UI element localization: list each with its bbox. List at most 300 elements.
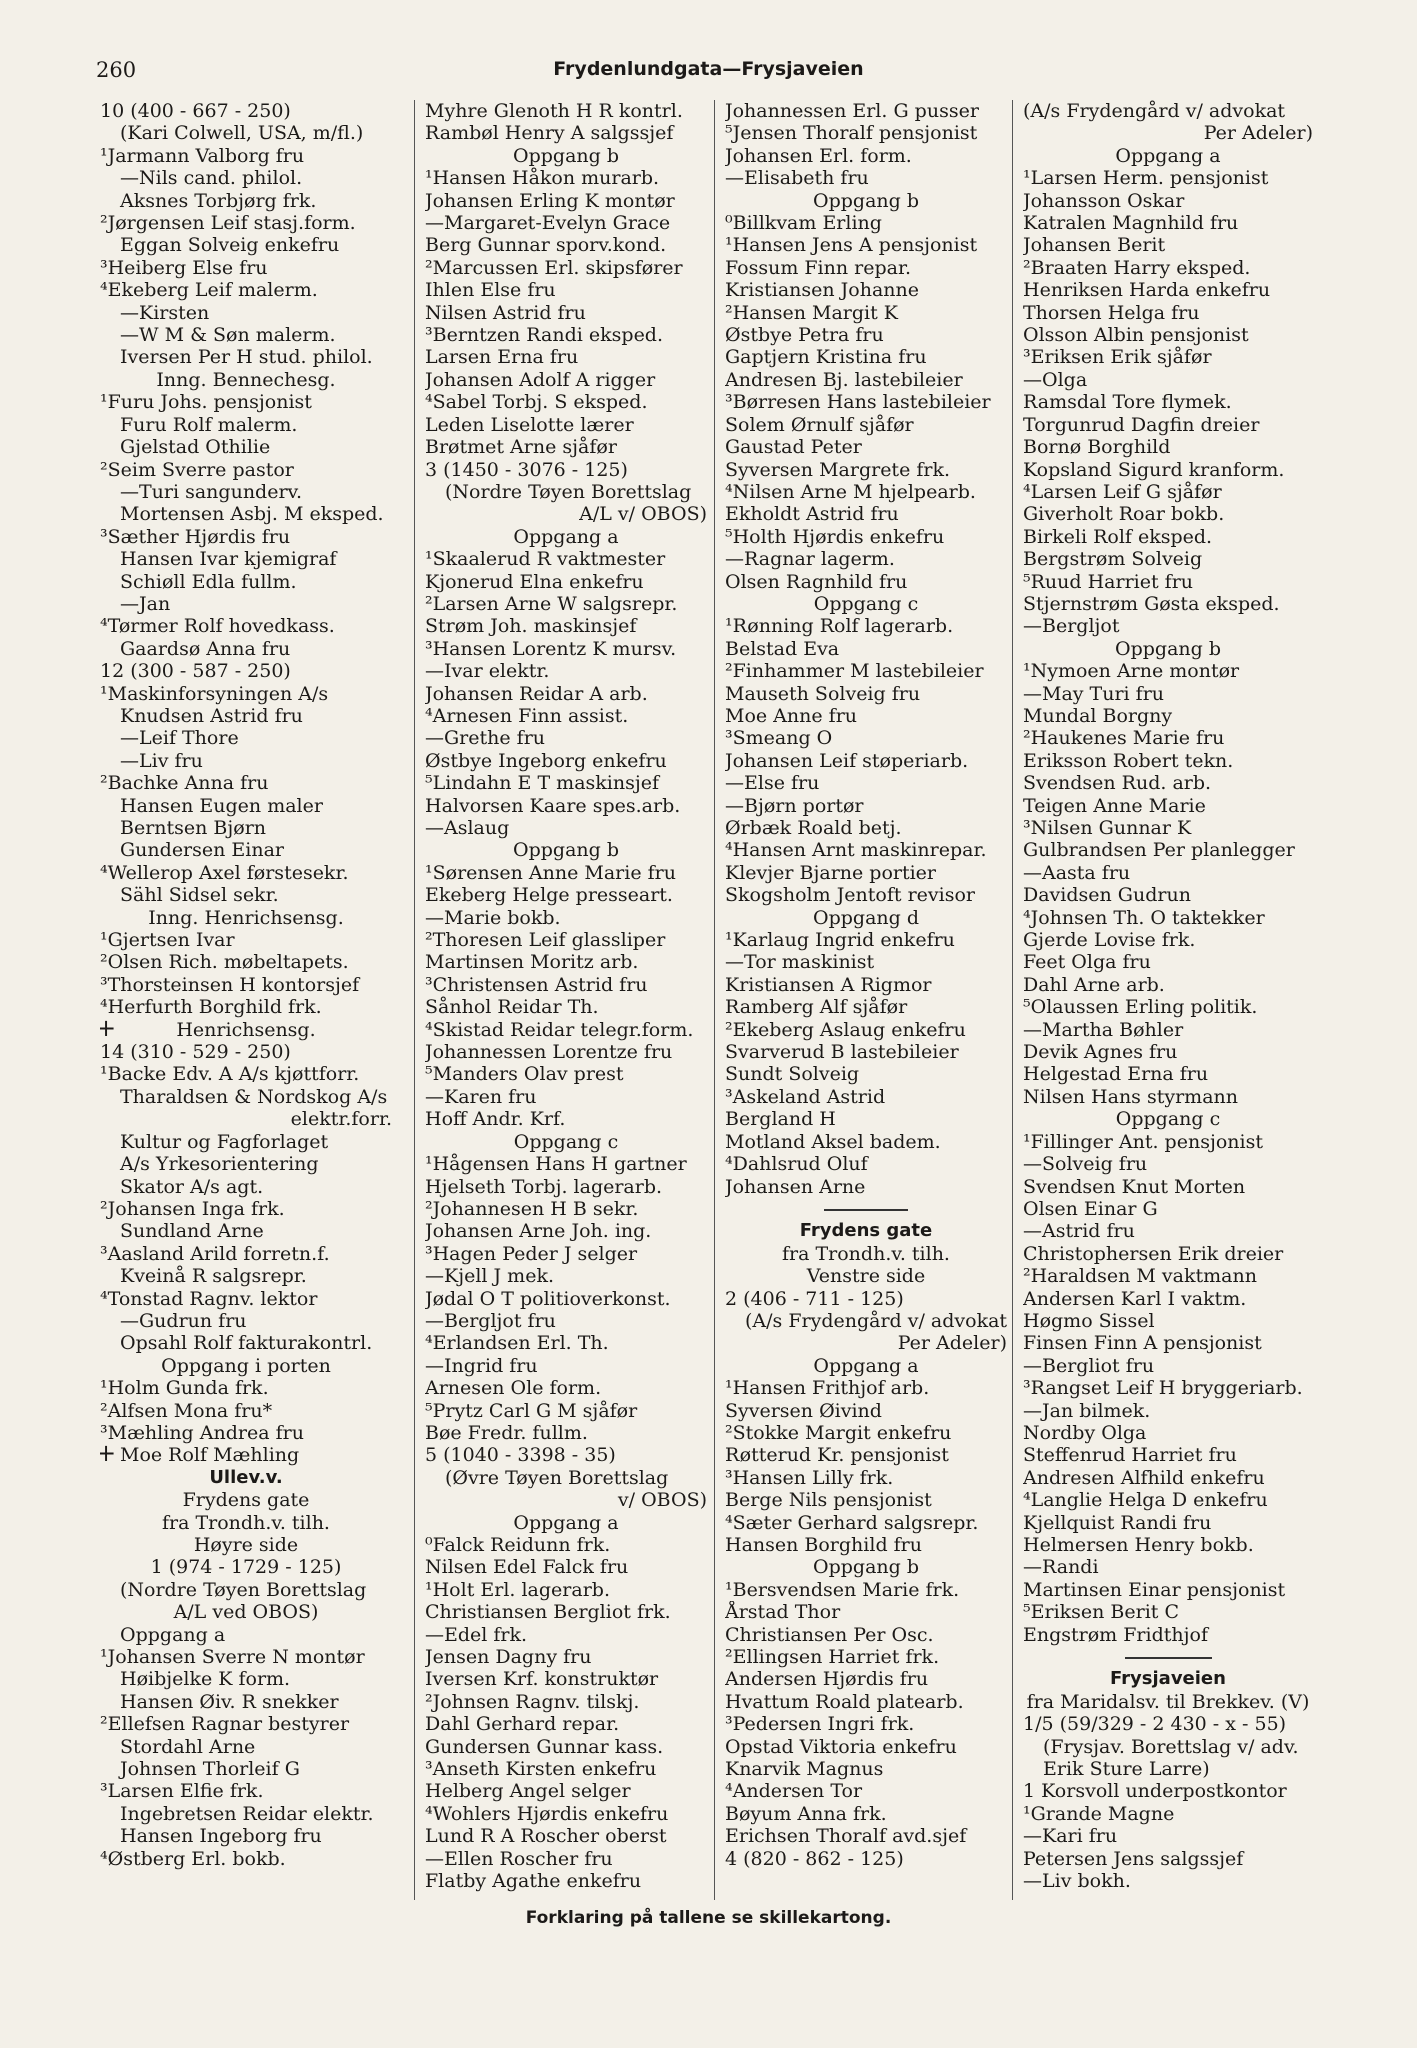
- directory-line: ²Braaten Harry eksped.: [1023, 256, 1251, 279]
- directory-line: —Ivar elektr.: [425, 660, 550, 683]
- directory-line: Oppgang b: [513, 144, 619, 167]
- directory-line: Oppgang b: [1115, 637, 1221, 660]
- directory-line: ¹Rønning Rolf lagerarb.: [725, 615, 954, 638]
- directory-line: Opstad Viktoria enkefru: [725, 1735, 957, 1758]
- section-rule: [725, 1198, 1007, 1220]
- directory-line: Brøtmet Arne sjåfør: [425, 436, 617, 459]
- directory-line: —Aslaug: [425, 817, 510, 839]
- directory-line: Belstad Eva: [725, 637, 840, 660]
- directory-line: Johnsen Thorleif G: [120, 1758, 300, 1781]
- directory-line: ³Eriksen Erik sjåfør: [1023, 346, 1212, 369]
- directory-line: Erik Sture Larre): [1043, 1758, 1210, 1781]
- directory-line: Oppgang b: [513, 839, 619, 862]
- directory-line: Johansen Erl. form.: [725, 144, 912, 167]
- directory-line: Johansen Berit: [1023, 234, 1166, 257]
- directory-line: Inng. Henrichsensg.: [148, 906, 344, 929]
- directory-line: Steffenrud Harriet fru: [1023, 1444, 1237, 1467]
- directory-line: ⁴Arnesen Finn assist.: [425, 704, 629, 727]
- directory-line: Iversen Krf. konstruktør: [425, 1668, 659, 1691]
- directory-line: Svarverud B lastebileier: [725, 1041, 959, 1064]
- directory-line: Hansen Borghild fru: [725, 1533, 922, 1556]
- directory-line: Johansen Reidar A arb.: [425, 682, 648, 705]
- directory-line: Helberg Angel selger: [425, 1780, 631, 1803]
- directory-line: Hansen Ingeborg fru: [120, 1825, 322, 1848]
- directory-line: Berge Nils pensjonist: [725, 1489, 932, 1512]
- directory-line: Kjonerud Elna enkefru: [425, 570, 644, 593]
- directory-line: Mundal Borgny: [1023, 704, 1173, 727]
- directory-line: Ramberg Alf sjåfør: [725, 996, 908, 1019]
- directory-line: ⁵Eriksen Berit C: [1023, 1601, 1180, 1624]
- directory-line: —Kari fru: [1023, 1825, 1118, 1848]
- directory-line: Oppgang c: [813, 592, 919, 615]
- directory-line: Davidsen Gudrun: [1023, 884, 1191, 907]
- directory-line: ⁵Lindahn E T maskinsjef: [425, 772, 660, 795]
- directory-line: —Leif Thore: [120, 727, 239, 750]
- directory-line: Gundersen Gunnar kass.: [425, 1735, 664, 1758]
- directory-line: Gaustad Peter: [725, 436, 862, 459]
- directory-line: Lund R A Roscher oberst: [425, 1825, 667, 1848]
- directory-line: 1 (974 - 1729 - 125): [150, 1556, 342, 1579]
- directory-line: Johannessen Lorentze fru: [425, 1041, 673, 1064]
- directory-line: —Kirsten: [120, 301, 210, 324]
- directory-line: ⁵Ruud Harriet fru: [1023, 570, 1194, 593]
- directory-line: ⁴Tørmer Rolf hovedkass.: [100, 615, 335, 638]
- directory-line: Høibjelke K form.: [120, 1668, 291, 1691]
- directory-line: ¹Grande Magne: [1023, 1802, 1175, 1825]
- directory-line: Andresen Alfhild enkefru: [1023, 1466, 1265, 1489]
- directory-line: ⁴Hansen Arnt maskinrepar.: [725, 839, 987, 862]
- directory-line: Sundt Solveig: [725, 1063, 860, 1086]
- directory-line: —May Turi fru: [1023, 682, 1165, 705]
- directory-line: Andersen Hjørdis fru: [725, 1668, 929, 1691]
- directory-line: ⁴Sabel Torbj. S eksped.: [425, 391, 648, 414]
- section-rule: [1023, 1646, 1313, 1668]
- directory-line: Devik Agnes fru: [1023, 1041, 1178, 1064]
- directory-line: Bergland H: [725, 1108, 836, 1131]
- directory-line: —Liv bokh.: [1023, 1870, 1131, 1893]
- directory-line: Skogsholm Jentoft revisor: [725, 884, 975, 907]
- directory-line: Kristiansen Johanne: [725, 279, 919, 302]
- directory-line: Halvorsen Kaare spes.arb.: [425, 794, 681, 817]
- directory-columns: [100, 100, 1313, 1900]
- directory-line: Fossum Finn repar.: [725, 256, 912, 279]
- directory-line: ⁵Olaussen Erling politik.: [1023, 996, 1258, 1019]
- directory-line: (Kari Colwell, USA, m/fl.): [120, 122, 364, 145]
- directory-line: ³Smeang O: [725, 727, 833, 750]
- street-heading: Frysjaveien: [1110, 1668, 1226, 1690]
- directory-line: 1 Korsvoll underpostkontor: [1023, 1780, 1287, 1803]
- directory-line: Kristiansen A Rigmor: [725, 973, 932, 996]
- directory-line: ¹Backe Edv. A A/s kjøttforr.: [100, 1063, 360, 1086]
- directory-line: ³Berntzen Randi eksped.: [425, 324, 664, 347]
- directory-line: A/L v/ OBOS): [579, 503, 707, 526]
- directory-line: ²Marcussen Erl. skipsfører: [425, 256, 683, 279]
- directory-line: Mauseth Solveig fru: [725, 682, 921, 705]
- directory-line: A/s Yrkesorientering: [120, 1153, 319, 1176]
- directory-line: ³Anseth Kirsten enkefru: [425, 1758, 657, 1781]
- directory-line: ²Olsen Rich. møbeltapets.: [100, 951, 349, 974]
- directory-line: (A/s Frydengård v/ advokat: [745, 1309, 1007, 1332]
- directory-line: ¹Nymoen Arne montør: [1023, 660, 1240, 683]
- directory-line: ⁴Sæter Gerhard salgsrepr.: [725, 1511, 979, 1534]
- directory-line: —Ingrid fru: [425, 1354, 538, 1377]
- directory-line: Petersen Jens salgssjef: [1023, 1847, 1244, 1870]
- directory-line: ¹Johansen Sverre N montør: [100, 1646, 365, 1669]
- directory-line: —W M & Søn malerm.: [120, 324, 336, 347]
- directory-line: ⁵Manders Olav prest: [425, 1063, 624, 1086]
- directory-line: ²Johannesen H B sekr.: [425, 1197, 639, 1220]
- directory-line: Finsen Finn A pensjonist: [1023, 1332, 1262, 1355]
- directory-line: Martinsen Moritz arb.: [425, 951, 639, 974]
- directory-line: ²Bachke Anna fru: [100, 772, 269, 795]
- directory-line: ³Nilsen Gunnar K: [1023, 817, 1192, 839]
- directory-line: ²Hansen Margit K: [725, 301, 898, 324]
- directory-line: 5 (1040 - 3398 - 35): [425, 1444, 616, 1467]
- directory-line: Ihlen Else fru: [425, 279, 556, 302]
- directory-line: ³Pedersen Ingri frk.: [725, 1713, 915, 1736]
- directory-line: Johansen Erling K montør: [425, 189, 675, 212]
- directory-line: Johansen Adolf A rigger: [425, 368, 656, 391]
- directory-line: 12 (300 - 587 - 250): [100, 660, 291, 683]
- directory-line: ³Larsen Elfie frk.: [100, 1780, 264, 1803]
- directory-line: (Nordre Tøyen Borettslag: [445, 480, 692, 503]
- directory-line: Sähl Sidsel sekr.: [120, 884, 279, 907]
- directory-line: ³Hansen Lilly frk.: [725, 1466, 894, 1489]
- directory-line: Schiøll Edla fullm.: [120, 570, 297, 593]
- directory-line: (Frysjav. Borettslag v/ adv.: [1043, 1735, 1299, 1758]
- directory-line: Christophersen Erik dreier: [1023, 1242, 1284, 1265]
- directory-line: ⁰Falck Reidunn frk.: [425, 1534, 611, 1556]
- directory-line: —Grethe fru: [425, 727, 546, 750]
- directory-line: Martinsen Einar pensjonist: [1023, 1578, 1286, 1601]
- directory-line: Rambøl Henry A salgssjef: [425, 122, 674, 145]
- directory-line: + Moe Rolf Mæhling: [100, 1444, 392, 1466]
- directory-line: Nordby Olga: [1023, 1421, 1147, 1444]
- directory-line: —Martha Bøhler: [1023, 1018, 1184, 1041]
- directory-line: —Bjørn portør: [725, 794, 864, 817]
- directory-line: Dahl Arne arb.: [1023, 973, 1165, 996]
- directory-line: ⁵Holth Hjørdis enkefru: [725, 525, 945, 548]
- directory-line: Oppgang b: [813, 1556, 919, 1579]
- directory-line: —Bergliot fru: [1023, 1354, 1155, 1377]
- directory-line: Oppgang a: [813, 1354, 919, 1377]
- directory-line: Østbye Petra fru: [725, 324, 884, 347]
- directory-line: Hansen Eugen maler: [120, 794, 323, 817]
- directory-line: Jensen Dagny fru: [425, 1646, 592, 1669]
- directory-line: ⁴Herfurth Borghild frk.: [100, 996, 322, 1019]
- directory-column-1: [100, 100, 392, 1900]
- directory-line: Strøm Joh. maskinsjef: [425, 615, 637, 638]
- directory-line: Stjernstrøm Gøsta eksped.: [1023, 592, 1280, 615]
- directory-line: Ingebretsen Reidar elektr.: [120, 1802, 374, 1825]
- directory-line: Engstrøm Fridthjof: [1023, 1623, 1208, 1646]
- directory-line: elektr.forr.: [290, 1108, 392, 1131]
- directory-line: Moe Anne fru: [725, 704, 858, 727]
- directory-line: Eriksson Robert tekn.: [1023, 749, 1234, 772]
- directory-line: ¹Fillinger Ant. pensjonist: [1023, 1130, 1263, 1153]
- directory-line: ⁴Skistad Reidar telegr.form.: [425, 1018, 694, 1041]
- directory-line: —Edel frk.: [425, 1623, 528, 1646]
- directory-line: Oppgang b: [813, 189, 919, 212]
- directory-line: ³Christensen Astrid fru: [425, 973, 648, 996]
- directory-line: Johansen Arne: [725, 1175, 866, 1198]
- directory-line: Hvattum Roald platearb.: [725, 1690, 964, 1713]
- directory-line: Oppgang c: [1115, 1108, 1221, 1131]
- directory-line: —Kjell J mek.: [425, 1265, 554, 1288]
- directory-line: Oppgang a: [513, 525, 619, 548]
- directory-line: Iversen Per H stud. philol.: [120, 346, 373, 369]
- directory-line: Oppgang c: [513, 1130, 619, 1153]
- directory-line: ⁴Nilsen Arne M hjelpearb.: [725, 480, 976, 503]
- directory-line: ¹Hansen Håkon murarb.: [425, 167, 660, 190]
- directory-line: —Astrid fru: [1023, 1220, 1135, 1243]
- directory-line: Andersen Karl I vaktm.: [1023, 1287, 1247, 1310]
- directory-line: —Bergljot fru: [425, 1309, 556, 1332]
- directory-line: Hoff Andr. Krf.: [425, 1108, 566, 1131]
- directory-line: ²Johansen Inga frk.: [100, 1197, 285, 1220]
- directory-line: ⁰Billkvam Erling: [725, 212, 882, 235]
- directory-line: ²Ekeberg Aslaug enkefru: [725, 1018, 966, 1041]
- directory-line: Frydens gate: [182, 1489, 310, 1512]
- directory-line: Bornø Borghild: [1023, 436, 1171, 459]
- directory-line: Berntsen Bjørn: [120, 817, 267, 839]
- directory-line: ¹Hågensen Hans H gartner: [425, 1153, 687, 1176]
- directory-line: ²Haraldsen M vaktmann: [1023, 1265, 1257, 1288]
- directory-line: —Jan bilmek.: [1023, 1399, 1151, 1422]
- directory-line: fra Trondh.v. tilh.: [782, 1242, 950, 1265]
- directory-line: Larsen Erna fru: [425, 346, 579, 369]
- directory-line: + Henrichsensg.: [100, 1019, 392, 1041]
- directory-line: 4 (820 - 862 - 125): [725, 1847, 904, 1870]
- directory-line: Teigen Anne Marie: [1023, 794, 1206, 817]
- directory-line: —Nils cand. philol.: [120, 167, 303, 190]
- directory-line: Oppgang a: [120, 1623, 226, 1646]
- directory-line: Inng. Bennechesg.: [156, 368, 336, 391]
- directory-line: ²Thoresen Leif glassliper: [425, 929, 666, 952]
- directory-line: Oppgang a: [1115, 144, 1221, 167]
- directory-line: Ørbæk Roald betj.: [725, 817, 902, 839]
- directory-line: Flatby Agathe enkefru: [425, 1870, 642, 1893]
- directory-line: —Marie bokb.: [425, 906, 561, 929]
- directory-line: Christiansen Per Osc.: [725, 1623, 934, 1646]
- directory-line: v/ OBOS): [617, 1489, 707, 1512]
- directory-line: ³Mæhling Andrea fru: [100, 1421, 304, 1444]
- directory-line: Helmersen Henry bokb.: [1023, 1534, 1254, 1556]
- directory-line: —Karen fru: [425, 1085, 537, 1108]
- directory-line: ³Børresen Hans lastebileier: [725, 391, 991, 414]
- directory-line: Østbye Ingeborg enkefru: [425, 749, 667, 772]
- running-title: Frydenlundgata—Frysjaveien: [553, 58, 864, 80]
- directory-line: ¹Maskinforsyningen A/s: [100, 682, 329, 705]
- directory-line: —Liv fru: [120, 749, 203, 772]
- directory-line: ⁴Ekeberg Leif malerm.: [100, 279, 318, 302]
- directory-line: ⁴Andersen Tor: [725, 1780, 863, 1803]
- directory-line: ²Johnsen Ragnv. tilskj.: [425, 1690, 640, 1713]
- directory-line: (A/s Frydengård v/ advokat: [1023, 100, 1286, 122]
- directory-line: ¹Furu Johs. pensjonist: [100, 391, 312, 414]
- directory-line: Bøyum Anna frk.: [725, 1802, 887, 1825]
- directory-line: Aksnes Torbjørg frk.: [120, 189, 317, 212]
- directory-line: Ekeberg Helge presseart.: [425, 884, 673, 907]
- directory-line: Olsen Einar G: [1023, 1197, 1158, 1220]
- directory-line: Bøe Fredr. fullm.: [425, 1421, 588, 1444]
- directory-line: Knudsen Astrid fru: [120, 704, 303, 727]
- directory-line: ¹Larsen Herm. pensjonist: [1023, 167, 1269, 190]
- directory-line: Andresen Bj. lastebileier: [725, 368, 963, 391]
- directory-line: Gjelstad Othilie: [120, 436, 271, 459]
- directory-line: (Nordre Tøyen Borettslag: [120, 1578, 367, 1601]
- directory-line: Høyre side: [193, 1534, 299, 1556]
- street-heading: Frydens gate: [799, 1220, 933, 1242]
- directory-line: —Tor maskinist: [725, 951, 875, 974]
- directory-line: Høgmo Sissel: [1023, 1309, 1155, 1332]
- directory-line: Gjerde Lovise frk.: [1023, 929, 1196, 952]
- directory-line: Christiansen Bergliot frk.: [425, 1601, 671, 1624]
- directory-line: Johannessen Erl. G pusser: [725, 100, 979, 122]
- directory-line: fra Maridalsv. til Brekkev. (V): [1026, 1690, 1310, 1713]
- directory-line: Hansen Øiv. R snekker: [120, 1690, 339, 1713]
- directory-line: Per Adeler): [897, 1332, 1007, 1355]
- directory-line: —Turi sangunderv.: [120, 480, 303, 503]
- directory-line: Gundersen Einar: [120, 839, 285, 862]
- directory-line: ²Finhammer M lastebileier: [725, 660, 984, 683]
- directory-line: Henriksen Harda enkefru: [1023, 279, 1271, 302]
- directory-line: Johansson Oskar: [1023, 189, 1185, 212]
- directory-line: Feet Olga fru: [1023, 951, 1151, 974]
- directory-line: ³Hagen Peder J selger: [425, 1242, 638, 1265]
- directory-line: 1/5 (59/329 - 2 430 - x - 55): [1023, 1713, 1287, 1736]
- directory-line: —Else fru: [725, 772, 820, 795]
- directory-line: ³Askeland Astrid: [725, 1085, 886, 1108]
- directory-line: Årstad Thor: [725, 1601, 841, 1624]
- directory-line: Syversen Margrete frk.: [725, 458, 951, 481]
- directory-line: —Aasta fru: [1023, 861, 1131, 884]
- directory-line: ²Alfsen Mona fru*: [100, 1399, 273, 1422]
- directory-line: fra Trondh.v. tilh.: [162, 1511, 330, 1534]
- directory-line: Klevjer Bjarne portier: [725, 861, 937, 884]
- directory-line: —Olga: [1023, 368, 1088, 391]
- directory-line: Erichsen Thoralf avd.sjef: [725, 1825, 967, 1848]
- directory-line: ³Rangset Leif H bryggeriarb.: [1023, 1377, 1303, 1400]
- directory-line: Ekholdt Astrid fru: [725, 503, 899, 526]
- directory-line: —Ellen Roscher fru: [425, 1847, 613, 1870]
- directory-line: ³Thorsteinsen H kontorsjef: [100, 973, 360, 996]
- directory-line: Kveinå R salgsrepr.: [120, 1265, 307, 1288]
- directory-line: Kultur og Fagforlaget: [120, 1130, 329, 1153]
- directory-line: —Jan: [120, 592, 171, 615]
- directory-line: 3 (1450 - 3076 - 125): [425, 458, 628, 481]
- directory-line: Hansen Ivar kjemigraf: [120, 548, 337, 571]
- directory-line: Sundland Arne: [120, 1220, 264, 1243]
- directory-line: ⁴Larsen Leif G sjåfør: [1023, 480, 1222, 503]
- directory-line: Berg Gunnar sporv.kond.: [425, 234, 667, 257]
- directory-line: Olsson Albin pensjonist: [1023, 324, 1249, 347]
- directory-line: ⁴Østberg Erl. bokb.: [100, 1847, 286, 1870]
- directory-line: ¹Jarmann Valborg fru: [100, 144, 305, 167]
- directory-line: Myhre Glenoth H R kontrl.: [425, 100, 683, 122]
- directory-line: Venstre side: [806, 1265, 926, 1288]
- directory-line: —Solveig fru: [1023, 1153, 1148, 1176]
- directory-line: ¹Hansen Frithjof arb.: [725, 1377, 930, 1400]
- directory-line: ²Jørgensen Leif stasj.form.: [100, 212, 356, 235]
- directory-line: ²Larsen Arne W salgsrepr.: [425, 592, 678, 615]
- directory-line: Helgestad Erna fru: [1023, 1063, 1209, 1086]
- directory-column-4: [1012, 100, 1313, 1900]
- directory-line: Oppgang i porten: [161, 1354, 331, 1377]
- directory-line: Gulbrandsen Per planlegger: [1023, 839, 1295, 862]
- directory-line: ⁴Dahlsrud Oluf: [725, 1153, 868, 1176]
- directory-line: Birkeli Rolf eksped.: [1023, 525, 1213, 548]
- directory-line: (Øvre Tøyen Borettslag: [445, 1466, 669, 1489]
- directory-line: Gaptjern Kristina fru: [725, 346, 927, 369]
- directory-line: ³Sæther Hjørdis fru: [100, 525, 291, 548]
- directory-line: ⁵Prytz Carl G M sjåfør: [425, 1399, 638, 1422]
- directory-line: ²Stokke Margit enkefru: [725, 1421, 952, 1444]
- footer-note: Forklaring på tallene se skillekartong.: [525, 1908, 892, 1928]
- directory-line: ¹Sørensen Anne Marie fru: [425, 861, 676, 884]
- directory-line: Ramsdal Tore flymek.: [1023, 391, 1232, 414]
- directory-line: ¹Bersvendsen Marie frk.: [725, 1578, 960, 1601]
- page-header: [96, 58, 1321, 88]
- directory-line: Syversen Øivind: [725, 1399, 882, 1422]
- directory-line: ³Aasland Arild forretn.f.: [100, 1242, 330, 1265]
- directory-line: ²Haukenes Marie fru: [1023, 727, 1225, 750]
- directory-line: Svendsen Knut Morten: [1023, 1175, 1246, 1198]
- directory-line: 14 (310 - 529 - 250): [100, 1041, 291, 1064]
- directory-line: ⁴Erlandsen Erl. Th.: [425, 1332, 609, 1355]
- directory-line: Dahl Gerhard repar.: [425, 1713, 620, 1736]
- directory-line: —Bergljot: [1023, 615, 1120, 638]
- directory-line: Nilsen Astrid fru: [425, 301, 586, 324]
- directory-line: Kopsland Sigurd kranform.: [1023, 458, 1285, 481]
- directory-line: Opsahl Rolf fakturakontrl.: [120, 1332, 373, 1355]
- directory-line: ¹Gjertsen Ivar: [100, 929, 235, 952]
- directory-line: Jødal O T politioverkonst.: [425, 1287, 671, 1310]
- directory-line: ²Ellingsen Harriet frk.: [725, 1646, 940, 1669]
- directory-line: Arnesen Ole form.: [425, 1377, 602, 1400]
- directory-line: 2 (406 - 711 - 125): [725, 1287, 904, 1310]
- directory-line: Sånhol Reidar Th.: [425, 996, 599, 1019]
- directory-line: Svendsen Rud. arb.: [1023, 772, 1212, 795]
- directory-line: Oppgang d: [813, 906, 919, 929]
- directory-line: ⁴Tonstad Ragnv. lektor: [100, 1287, 318, 1310]
- directory-line: ¹Holt Erl. lagerarb.: [425, 1578, 610, 1601]
- directory-line: Motland Aksel badem.: [725, 1130, 941, 1153]
- directory-line: ⁴Wohlers Hjørdis enkefru: [425, 1802, 669, 1825]
- directory-line: —Randi: [1023, 1556, 1099, 1579]
- directory-line: Olsen Ragnhild fru: [725, 570, 908, 593]
- page-number: 260: [96, 58, 137, 82]
- directory-line: ¹Skaalerud R vaktmester: [425, 548, 666, 571]
- directory-line: Johansen Arne Joh. ing.: [425, 1220, 652, 1243]
- directory-line: Furu Rolf malerm.: [120, 413, 298, 436]
- directory-line: ³Hansen Lorentz K mursv.: [425, 637, 677, 660]
- directory-line: Tharaldsen & Nordskog A/s: [120, 1085, 388, 1108]
- street-heading: Ullev.v.: [209, 1466, 283, 1488]
- directory-line: Kjellquist Randi fru: [1023, 1511, 1212, 1534]
- directory-line: Giverholt Roar bokb.: [1023, 503, 1225, 526]
- directory-line: Katralen Magnhild fru: [1023, 212, 1239, 235]
- directory-line: Torgunrud Dagfin dreier: [1023, 413, 1260, 436]
- directory-line: Nilsen Edel Falck fru: [425, 1556, 629, 1579]
- directory-line: ⁵Jensen Thoralf pensjonist: [725, 122, 978, 145]
- directory-line: Røtterud Kr. pensjonist: [725, 1444, 949, 1467]
- directory-line: Eggan Solveig enkefru: [120, 234, 340, 257]
- directory-line: Gaardsø Anna fru: [120, 637, 291, 660]
- directory-line: Mortensen Asbj. M eksped.: [120, 503, 384, 526]
- directory-line: —Ragnar lagerm.: [725, 548, 895, 571]
- directory-line: Skator A/s agt.: [120, 1175, 264, 1198]
